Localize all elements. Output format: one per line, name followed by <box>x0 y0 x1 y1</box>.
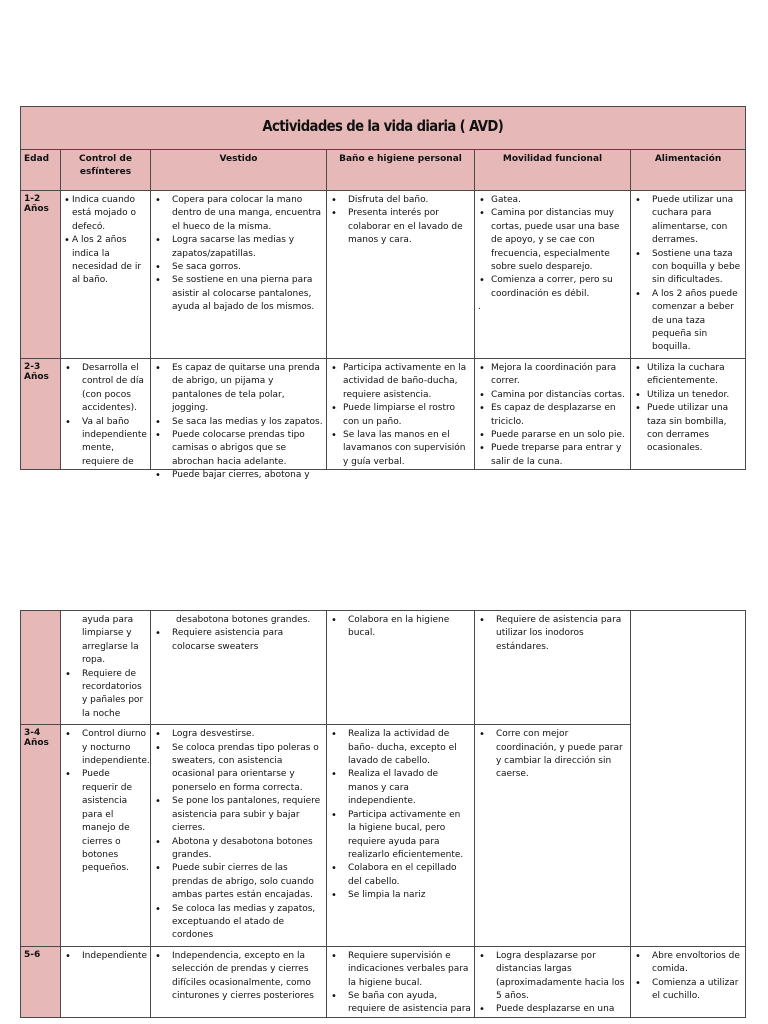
list-item: • Requiere supervisión e indicaciones verbales para la higiene bucal. <box>330 950 471 990</box>
table-row <box>21 946 746 1017</box>
list-item: • Abre envoltorios de comida. <box>634 950 742 977</box>
list-item: • Participa activamente en la higiene bucal, pero requiere ayuda para realizarlo eficientemente. <box>330 809 471 863</box>
header-movilidad: Movilidad funcional <box>475 150 631 191</box>
list-item: • Colabora en la higiene bucal. <box>330 614 471 641</box>
header-edad: Edad <box>21 150 61 191</box>
vestido-cell <box>151 611 327 725</box>
list-item: • Control diurno y nocturno independiente. <box>64 728 147 768</box>
list-item: • Camina por distancias cortas. <box>478 389 627 402</box>
list-item: • Colabora en el cepillado del cabello. <box>330 862 471 889</box>
alimentacion-cell <box>631 191 746 359</box>
age-cell: 2-3 Años <box>21 358 61 469</box>
list-item: • Mejora la coordinación para correr. <box>478 362 627 389</box>
list-item: • Requiere de recordatorios y pañales por la noche <box>64 668 147 722</box>
list-item: • Logra sacarse las medias y zapatos/zapatillas. <box>154 234 323 261</box>
age-cell: 1-2 Años <box>21 191 61 359</box>
list-item: • Puede bajar cierres, abotona y <box>154 469 323 482</box>
list-item: • Se sostiene en una pierna para asistir al colocarse pantalones, ayuda al bajado de los mismos. <box>154 274 323 314</box>
control-cell <box>61 725 151 947</box>
list-item: • Desarrolla el control de día (con pocos accidentes). <box>64 362 147 416</box>
movilidad-cell <box>475 946 631 1017</box>
list-item: • Utiliza la cuchara eficientemente. <box>634 362 742 389</box>
list-item: • Puede subir cierres de las prendas de abrigo, solo cuando ambas partes están encajadas. <box>154 862 323 902</box>
list-item: • Independiente <box>64 950 147 963</box>
age-cell <box>21 611 61 725</box>
list-item: • Comienza a correr, pero su coordinación es débil. <box>478 274 627 301</box>
list-item: • Puede limpiarse el rostro con un paño. <box>330 402 471 429</box>
table-title-cell <box>21 107 746 150</box>
list-item: • Abotona y desabotona botones grandes. <box>154 836 323 863</box>
list-item: • Puede treparse para entrar y salir de la cuna. <box>478 442 627 469</box>
list-item: • Puede utilizar una taza sin bombilla, con derrames ocasionales. <box>634 402 742 456</box>
vestido-cell <box>151 725 327 947</box>
bano-cell <box>327 611 475 725</box>
list-item: • Realiza la actividad de baño- ducha, excepto el lavado de cabello. <box>330 728 471 768</box>
alimentacion-cell <box>631 611 746 947</box>
list-item: • Independencia, excepto en la selección de prendas y cierres difíciles ocasionalmente, como cinturones y cierres posteriores <box>154 950 323 1004</box>
list-item: • Gatea. <box>478 194 627 207</box>
list-item: • Se coloca las medias y zapatos, exceptuando el atado de cordones <box>154 903 323 943</box>
header-control: Control de esfínteres <box>61 150 151 191</box>
alimentacion-cell <box>631 946 746 1017</box>
movilidad-cell <box>475 358 631 469</box>
bano-cell <box>327 191 475 359</box>
list-item: • Requiere de asistencia para utilizar los inodoros estándares. <box>478 614 627 654</box>
list-item: • Logra desplazarse por distancias largas (aproximadamente hacia los 5 años. <box>478 950 627 1004</box>
movilidad-cell <box>475 725 631 947</box>
age-cell: 5-6 <box>21 946 61 1017</box>
header-row <box>21 150 746 191</box>
stray-period: . <box>478 302 481 313</box>
header-vestido: Vestido <box>151 150 327 191</box>
table-title: Actividades de la vida diaria ( AVD) <box>262 116 504 135</box>
bano-cell <box>327 725 475 947</box>
list-item: • Se baña con ayuda, requiere de asistencia para <box>330 990 471 1017</box>
header-alimentacion: Alimentación <box>631 150 746 191</box>
list-item: • Disfruta del baño. <box>330 194 471 207</box>
control-cell <box>61 611 151 725</box>
list-item: • Corre con mejor coordinación, y puede parar y cambiar la dirección sin caerse. <box>478 728 627 782</box>
list-item: • Puede utilizar una cuchara para alimentarse, con derrames. <box>634 194 742 248</box>
continued-text: desabotona botones grandes. <box>176 615 311 625</box>
list-item: • Utiliza un tenedor. <box>634 389 742 402</box>
header-bano: Baño e higiene personal <box>327 150 475 191</box>
list-item: • Puede desplazarse en una <box>478 1003 627 1016</box>
movilidad-cell <box>475 611 631 725</box>
vestido-cell <box>151 358 327 481</box>
list-item: • A los 2 años indica la necesidad de ir al baño. <box>64 234 147 288</box>
avd-table-part-2 <box>20 610 746 1018</box>
control-cell <box>61 946 151 1017</box>
list-item: • Se pone los pantalones, requiere asistencia para subir y bajar cierres. <box>154 795 323 835</box>
list-item: • Camina por distancias muy cortas, puede usar una base de apoyo, y se cae con frecuencia, especialmente sobre suelo desparejo. <box>478 207 627 274</box>
list-item: • Puede requerir de asistencia para el manejo de cierres o botones pequeños. <box>64 768 147 875</box>
list-item: • Puede colocarse prendas tipo camisas o abrigos que se abrochan hacia adelante. <box>154 429 323 469</box>
list-item: • Se saca gorros. <box>154 261 323 274</box>
list-item: • Realiza el lavado de manos y cara independiente. <box>330 768 471 808</box>
list-item: • Requiere asistencia para colocarse sweaters <box>154 627 323 654</box>
list-item: • Puede pararse en un solo pie. <box>478 429 627 442</box>
table-row <box>21 358 746 469</box>
list-item: • A los 2 años puede comenzar a beber de una taza pequeña sin boquilla. <box>634 288 742 355</box>
list-item: • Es capaz de desplazarse en triciclo. <box>478 402 627 429</box>
alimentacion-cell <box>631 358 746 469</box>
list-item: • Va al baño independiente mente, requiere de <box>64 416 147 470</box>
list-item: • Comienza a utilizar el cuchillo. <box>634 977 742 1004</box>
list-item: • Se coloca prendas tipo poleras o sweaters, con asistencia ocasional para orientarse y ponerselo en forma correcta. <box>154 742 323 796</box>
table-row <box>21 611 746 725</box>
list-item: • Es capaz de quitarse una prenda de abrigo, un pijama y pantalones de tela polar, jogging. <box>154 362 323 416</box>
vestido-cell <box>151 946 327 1017</box>
control-cell <box>61 358 151 469</box>
list-item: • Se saca las medias y los zapatos. <box>154 416 323 429</box>
list-item: • Se lava las manos en el lavamanos con supervisión y guía verbal. <box>330 429 471 469</box>
avd-table-part-1 <box>20 106 746 481</box>
list-item: • Logra desvestirse. <box>154 728 323 741</box>
list-item: • Participa activamente en la actividad de baño-ducha, requiere asistencia. <box>330 362 471 402</box>
vestido-cell <box>151 191 327 359</box>
bano-cell <box>327 946 475 1017</box>
age-cell: 3-4 Años <box>21 725 61 947</box>
list-item: • Presenta interés por colaborar en el lavado de manos y cara. <box>330 207 471 247</box>
list-item: • Indica cuando está mojado o defecó. <box>64 194 147 234</box>
bano-cell <box>327 358 475 469</box>
control-cell <box>61 191 151 359</box>
movilidad-cell <box>475 191 631 359</box>
continued-text: ayuda para limpiarse y arreglarse la ropa. <box>82 615 139 666</box>
table-row <box>21 191 746 359</box>
list-item: • Copera para colocar la mano dentro de una manga, encuentra el hueco de la misma. <box>154 194 323 234</box>
list-item: • Sostiene una taza con boquilla y bebe sin dificultades. <box>634 248 742 288</box>
list-item: • Se limpia la nariz <box>330 889 471 902</box>
